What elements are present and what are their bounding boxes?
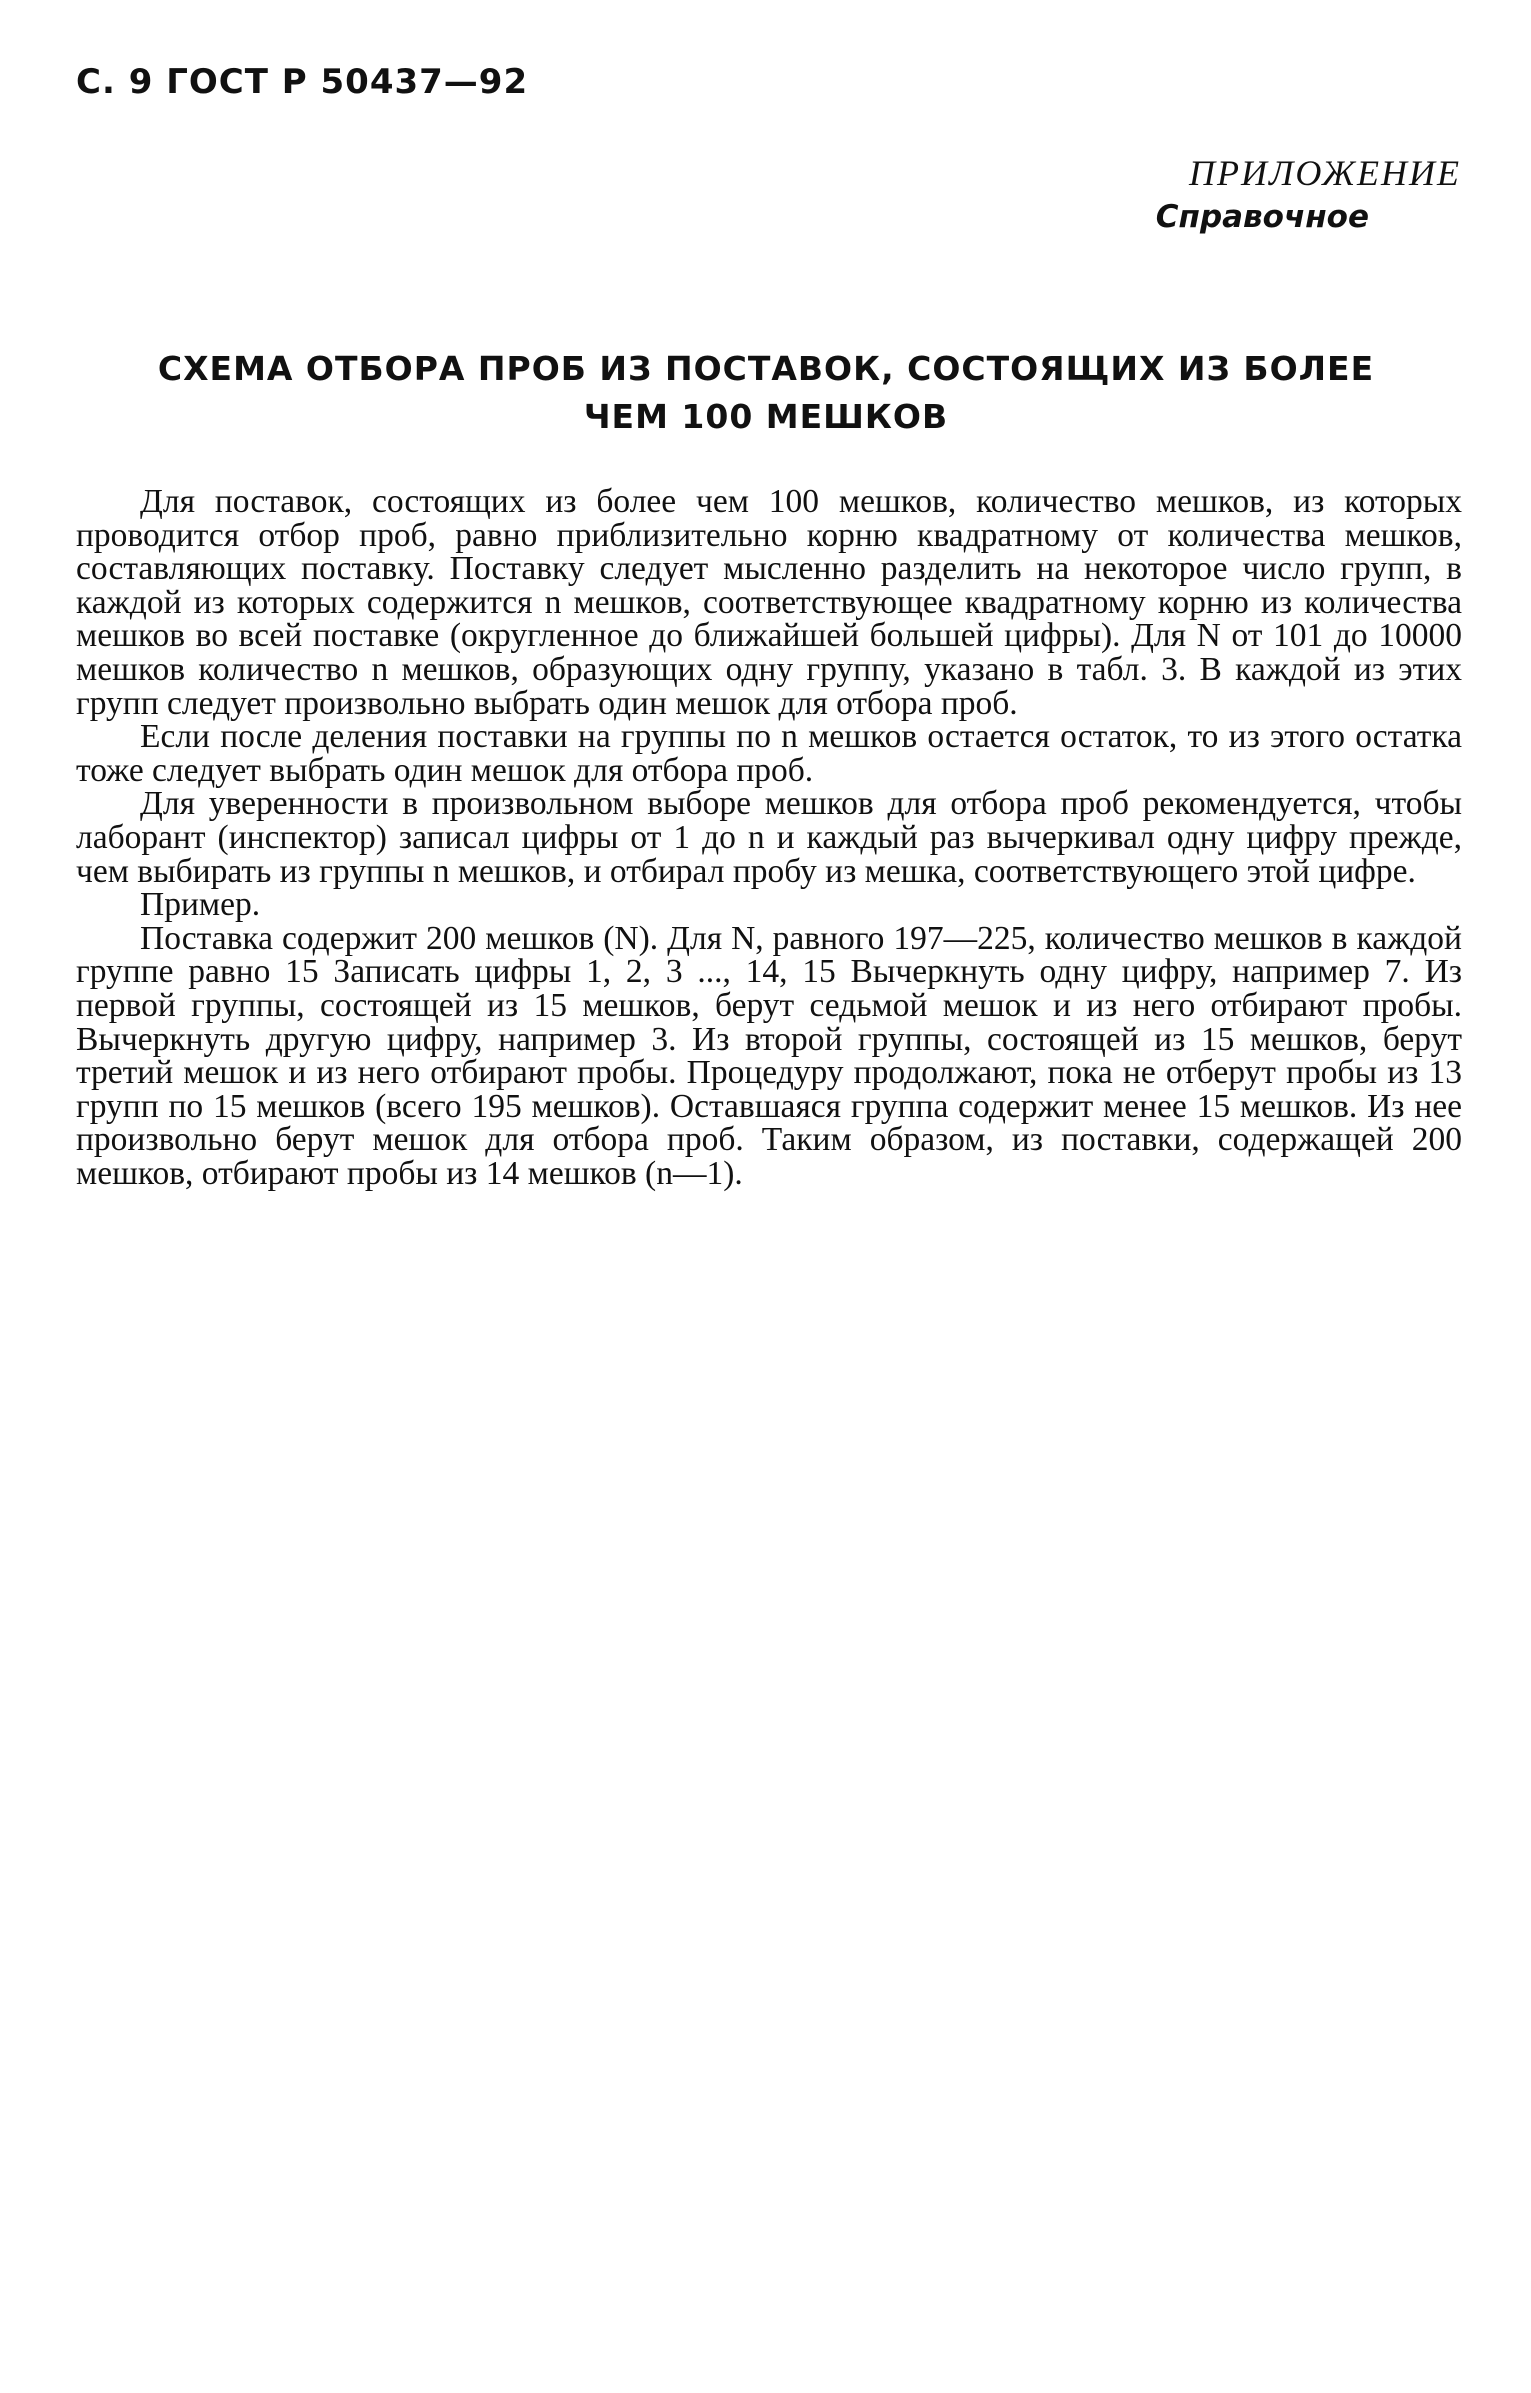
title-line-2: ЧЕМ 100 МЕШКОВ bbox=[583, 397, 949, 436]
body-text bbox=[76, 485, 1462, 1190]
appendix-note: Справочное bbox=[1155, 198, 1369, 235]
document-title bbox=[150, 345, 1382, 441]
paragraph-example-label: Пример. bbox=[140, 886, 261, 924]
title-line-1: СХЕМА ОТБОРА ПРОБ ИЗ ПОСТАВОК, СОСТОЯЩИХ ИЗ БОЛЕЕ bbox=[157, 349, 1375, 388]
page-header: С. 9 ГОСТ Р 50437—92 bbox=[76, 62, 529, 102]
paragraph-2: Если после деления поставки на группы по n мешков остается остаток, то из этого остатка тоже следует выбрать один мешок для отбора проб. bbox=[76, 718, 1462, 789]
paragraph-1: Для поставок, состоящих из более чем 100 мешков, количество мешков, из которых проводится отбор проб, равно приблизительно корню квадратному от количества мешков, составляющих поставку. Поставку следует мысленно разделить на некоторое число групп, в каждой из которых содержится n мешков, соответствующее квадратному корню из количества мешков во всей поставке (округленное до ближайшей большей цифры). Для N от 101 до 10000 мешков количество n мешков, образующих одну группу, указано в табл. 3. В каждой из этих групп следует произвольно выбрать один мешок для отбора проб. bbox=[76, 483, 1462, 722]
paragraph-3: Для уверенности в произвольном выборе мешков для отбора проб рекомендуется, чтобы лаборант (инспектор) записал цифры от 1 до n и каждый раз вычеркивал одну цифру прежде, чем выбирать из группы n мешков, и отбирал пробу из мешка, соответствующего этой цифре. bbox=[76, 785, 1462, 890]
appendix-block bbox=[1156, 150, 1461, 237]
paragraph-example: Поставка содержит 200 мешков (N). Для N, равного 197—225, количество мешков в каждой группе равно 15 Записать цифры 1, 2, 3 ..., 14, 15 Вычеркнуть одну цифру, например 7. Из первой группы, состоящей из 15 мешков, берут седьмой мешок и из него отбирают пробы. Вычеркнуть другую цифру, например 3. Из второй группы, состоящей из 15 мешков, берут третий мешок и из него отбирают пробы. Процедуру продолжают, пока не отберут пробы из 13 групп по 15 мешков (всего 195 мешков). Оставшаяся группа содержит менее 15 мешков. Из нее произвольно берут мешок для отбора проб. Таким образом, из поставки, содержащей 200 мешков, отбирают пробы из 14 мешков (n—1). bbox=[76, 919, 1462, 1192]
appendix-label: ПРИЛОЖЕНИЕ bbox=[1189, 153, 1461, 193]
